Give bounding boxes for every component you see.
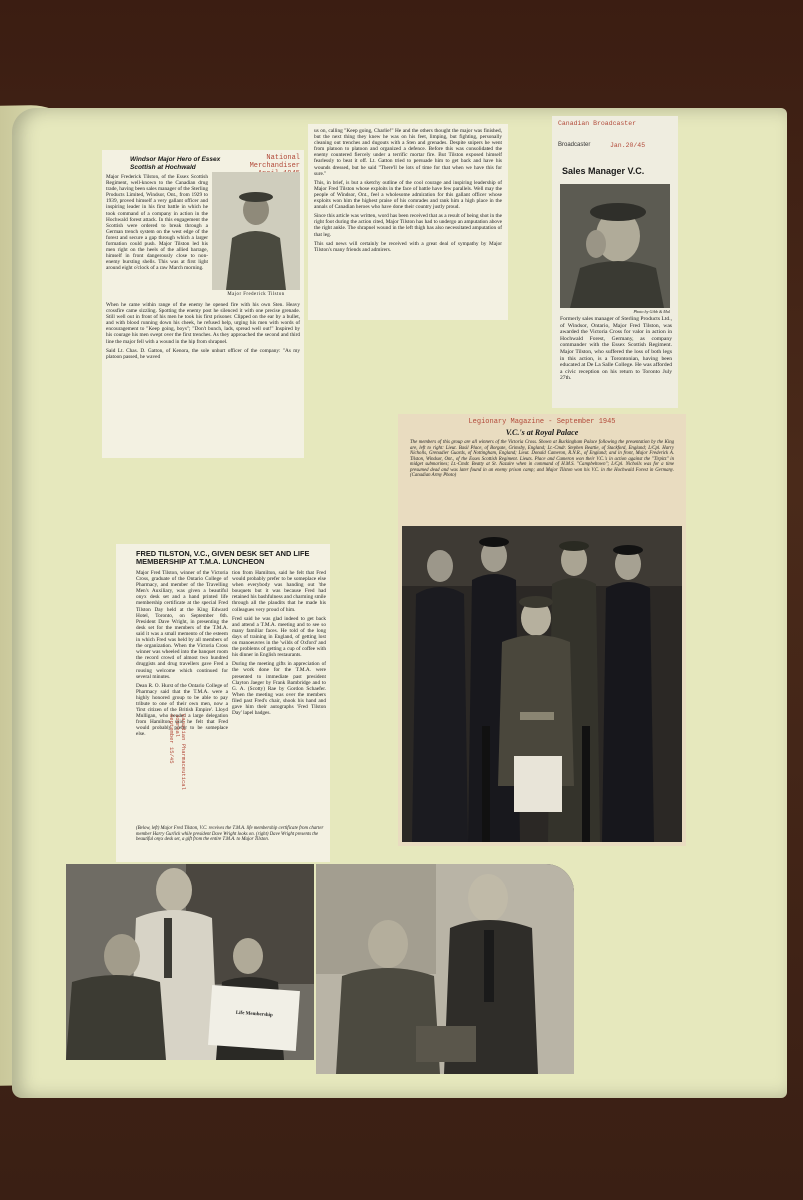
clipping-headline: FRED TILSTON, V.C., GIVEN DESK SET AND LIFE MEMBERSHIP AT T.M.A. LUNCHEON [136, 549, 310, 567]
photo-major-tilston [212, 172, 300, 290]
stamp-date: September 15/45 [168, 714, 175, 764]
clipping-body-text: Said Lt. Chas. D. Gatton, of Kenora, the sole unhurt officer of the company: "As my platoon passed, he waved [106, 347, 300, 360]
stamp-source: Canadian Broadcaster [558, 120, 637, 127]
clipping-sales-manager-vc [552, 116, 678, 408]
clipping-caption: The members of this group are all winners of the Victoria Cross. Shown at Buckingham Palace following the presentation by the King are, left to right: Lieut. Basil Place, of Borgate, Grimsby, England; Lt.-Cmdr. Stephen Beattie, of Stackford, England; L/Cpl. Harry Nicholls, Grenadier Guards, of Nottingham, England; Lieut. Donald Cameron, R.N.R., of England; and in front, Major Frederick A. Tilston, Windsor, Ont., of the Essex Scottish Regiment. Lieuts. Place and Cameron won their V.C.'s in action against the "Tirpitz" in midget submarines; Lt.-Cmdr. Beatty at St. Nazaire when in command of H.M.S. "Campbeltown"; L/Cpl. Nicholls was for a time presumed dead and was later found in an enemy prison camp; and Major Tilston won his V.C. in the Hochwald Forest in Germany. (Canadian Army Photo) [410, 440, 674, 478]
broadcaster-label: Broadcaster [558, 142, 591, 148]
stamp-date: Jan.20/45 [610, 142, 646, 149]
certificate-title: Life Membership [235, 1010, 273, 1019]
clipping-body-text: When he came within range of the enemy he opened fire with his own Sten. Heavy crossfire came sizzling. Spotting the enemy post he silenced it with one precise grenade. Still well out in front of his men he took his first prisoner. Clipped on the ear by a bullet, and with blood running down his cheek, he refused help, urging his men with words of encouragement to "Keep going, boys"; "Don't bunch, lads, spread well out!" Inspired by his courage his men swept over the first trenches. As they approached the second and third line the major fell with a wound in the hip from shrapnel. [106, 302, 300, 345]
photo-sales-manager [560, 184, 670, 308]
clipping-body-text: This sad news will certainly be received with a great deal of sympathy by Major Tilston's many friends and admirers. [314, 240, 502, 253]
clipping-windsor-major-hero [102, 150, 304, 458]
clipping-tma-luncheon [116, 544, 330, 862]
clipping-headline: Sales Manager V.C. [562, 166, 645, 176]
source-stamp [558, 120, 674, 128]
source-stamp-vertical [168, 714, 186, 814]
stamp-source: National Merchandiser [249, 154, 300, 170]
clipping-body-text: During the meeting gifts in appreciation of the work done for the T.M.A. were presented to immediate past president Clayton Jaeger by Frank Bambridge and to G. A. (Scotty) Rae by Gordon Schaefer. When the meeting was over the members filed past Fred's chair, shook his hand and gave him their autographs 'Fred Tilston Day' lapel badges. [232, 661, 326, 717]
photo-credit: Photo by Gibb & Mal [633, 309, 670, 314]
clipping-headline: Windsor Major Hero of Essex Scottish at Hochwald [130, 156, 221, 171]
membership-certificate [208, 985, 300, 1051]
photo-caption: Major Frederick Tilston [227, 292, 285, 297]
clipping-continuation [308, 124, 508, 320]
clipping-body-text: Dean R. O. Hurst of the Ontario College of Pharmacy said that the T.M.A. were a highly honored group to be able to pay tribute to one of their own men, now a 'first citizen of the British Empire'. Lloyd Mulligan, who headed a large delegation from Hamilton, said he felt that Fred would probably prefer to be someplace else. [136, 682, 228, 738]
clipping-body-text: Major Fred Tilston, winner of the Victoria Cross, graduate of the Ontario College of Pharmacy, and member of the Travelling Men's Auxiliary, was given a beautiful onyx desk set and a hand printed life membership certificate at the special Fred Tilston Day held at the King Edward Hotel, Toronto, on September 6th. President Dave Wright, in presenting the desk set for the members of the T.M.A. said it was a small memento of the esteem in which Fred was held by all members of the organization. When the Victoria Cross winner was wheeled into the banquet room the record crowd of almost two hundred druggists and drug travellers gave Fred a rousing welcome which continued for several minutes. [136, 570, 228, 680]
clipping-body-text: tion from Hamilton, said he felt that Fred would probably prefer to be someplace else when everybody was handing out 'the bouquets but it was because Fred had retained his bashfulness and charming smile through all the plaudits that he made his colleagues very proud of him. [232, 570, 326, 613]
clipping-caption: (Below, left) Major Fred Tilston, V.C. receives the T.M.A. life membership certificate from charter member Harry Gurlick while president Dave Wright looks on. (right) Dave Wright presents the beautiful onyx desk set, a gift from the entire T.M.A. to Major Tilston. [136, 826, 324, 842]
clipping-body-text: Since this article was written, word has been received that as a result of being shot in the right foot during the action cited, Major Tilston has had to undergo an amputation above the right ankle. The shrapnel wound in the left thigh has also necessitated amputation of that leg. [314, 213, 502, 238]
photo-desk-set-presentation [316, 864, 574, 1074]
photo-vc-winners-group [402, 526, 682, 842]
clipping-body-text: Major Frederick Tilston, of the Essex Scottish Regiment, well-known to the Canadian drug trade, having been sales manager of the Sterling Products Limited, Windsor, Ont., from 1929 to 1939, proved himself a very gallant officer and inspiring leader in his first battle in which he took command of a company in action in the Hochwald forest attack. In this engagement the Scottish were ordered to break through a German trench system on the west edge of the forest and secure a gap through which a larger formation could push. Major Tilston led his men right on the heels of the allied barrage, himself in front dangerously close to non-enemy bursting shells. This was at first light around eight o'clock of a raw March morning. [106, 174, 208, 272]
clipping-body-text: Fred said he was glad indeed to get back and attend a T.M.A. meeting and to see so many familiar faces. He told of the long days of training in England, of getting lost on manoeuvres in the 'wilds of Oxford' and the problems of getting a cup of coffee with his dinner in English restaurants. [232, 615, 326, 659]
stamp-source: Canadian Pharmaceutical Journal [174, 714, 187, 790]
photo-life-membership-presentation [66, 864, 314, 1060]
clipping-body-text: Formerly sales manager of Sterling Products Ltd., of Windsor, Ontario, Major Fred Tilston, was awarded the Victoria Cross for valor in action in Hochwald Forest, Germany, as company commander with the Essex Scottish Regiment. Major Tilston, who suffered the loss of both legs in this action, is a Torontonian, having been educated at De La Salle College. He was afforded a civic reception on his return to Toronto July 27th. [560, 316, 672, 382]
clipping-body-text: us on, calling "Keep going, Charlie!" He and the others thought the major was finished, but the next thing they knew he was on his feet, limping, but fighting, personally cleaning out trenches and dugouts with a Sten and grenades. Despite snipers he went from platoon to platoon and organized a defence. Before this was consolidated the enemy countered fiercely under a terrific mortar fire. But Tilston exposed himself fearlessly to beat it off. Lt. Gatton tried to persuade him to get back and have his wounds dressed, but he said "There'll be lots of time for that when we have this for sure." [314, 128, 502, 177]
scrapbook-page [12, 108, 787, 1098]
source-stamp: Legionary Magazine - September 1945 [468, 418, 616, 426]
clipping-body-text: This, in brief, is but a sketchy outline of the cool courage and inspiring leadership of Major Fred Tilston whose exploits in the face of battle have few parallels. Well may the people of Windsor, Ont., feel a wholesome admiration for this gallant officer whose exploits won him the highest praise of his comrades and rank him a high place in the annals of Canadian heroes who have done their country justly proud. [314, 179, 502, 211]
clipping-headline: V.C.'s at Royal Palace [505, 428, 579, 437]
clipping-vcs-royal-palace [398, 414, 686, 846]
